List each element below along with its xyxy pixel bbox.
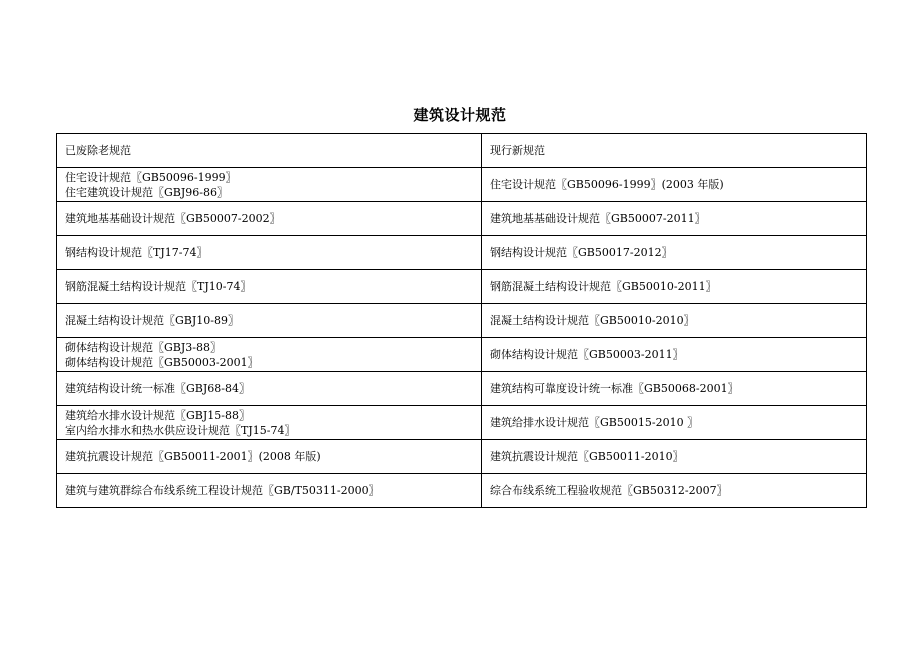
new-spec-cell <box>482 474 867 508</box>
new-spec-line: 综合布线系统工程验收规范〖GB50312-2007〗 <box>490 484 728 497</box>
table-row <box>57 304 867 338</box>
table-row <box>57 338 867 372</box>
table-row <box>57 270 867 304</box>
document-title: 建筑设计规范 <box>413 106 507 124</box>
old-spec-cell <box>57 474 482 508</box>
table-row <box>57 202 867 236</box>
new-spec-line: 钢结构设计规范〖GB50017-2012〗 <box>490 246 673 259</box>
old-spec-line: 建筑地基基础设计规范〖GB50007-2002〗 <box>65 212 281 225</box>
old-spec-line: 住宅设计规范〖GB50096-1999〗 <box>65 170 237 184</box>
old-spec-line: 钢筋混凝土结构设计规范〖TJ10-74〗 <box>65 280 252 293</box>
new-spec-cell <box>482 304 867 338</box>
old-spec-cell <box>57 168 482 202</box>
old-spec-cell <box>57 304 482 338</box>
old-spec-cell <box>57 270 482 304</box>
old-spec-cell <box>57 440 482 474</box>
new-spec-line: 建筑结构可靠度设计统一标准〖GB50068-2001〗 <box>490 382 739 395</box>
header-cell-old: 已废除老规范 <box>57 134 482 168</box>
new-spec-cell <box>482 440 867 474</box>
table-row <box>57 474 867 508</box>
new-spec-line: 住宅设计规范〖GB50096-1999〗(2003 年版) <box>490 178 724 191</box>
old-spec-cell <box>57 338 482 372</box>
new-spec-line: 砌体结构设计规范〖GB50003-2011〗 <box>490 348 684 361</box>
new-spec-line: 建筑抗震设计规范〖GB50011-2010〗 <box>490 450 684 463</box>
new-spec-cell <box>482 168 867 202</box>
old-spec-line: 室内给水排水和热水供应设计规范〖TJ15-74〗 <box>65 423 296 437</box>
table-row <box>57 236 867 270</box>
new-spec-cell <box>482 372 867 406</box>
old-spec-line: 建筑与建筑群综合布线系统工程设计规范〖GB/T50311-2000〗 <box>65 484 380 497</box>
new-spec-line: 建筑地基基础设计规范〖GB50007-2011〗 <box>490 212 706 225</box>
old-spec-line: 砌体结构设计规范〖GB50003-2001〗 <box>65 355 259 369</box>
table-row <box>57 372 867 406</box>
old-spec-cell <box>57 202 482 236</box>
header-cell-new: 现行新规范 <box>482 134 867 168</box>
table-row <box>57 168 867 202</box>
old-spec-cell <box>57 372 482 406</box>
old-spec-cell <box>57 236 482 270</box>
old-spec-line: 钢结构设计规范〖TJ17-74〗 <box>65 246 208 259</box>
table-header-row <box>57 134 867 168</box>
new-spec-cell <box>482 202 867 236</box>
old-spec-line: 建筑抗震设计规范〖GB50011-2001〗(2008 年版) <box>65 450 321 463</box>
new-spec-cell <box>482 236 867 270</box>
old-spec-cell <box>57 406 482 440</box>
old-spec-line: 建筑给水排水设计规范〖GBJ15-88〗 <box>65 408 250 422</box>
new-spec-cell <box>482 406 867 440</box>
new-spec-line: 建筑给排水设计规范〖GB50015-2010 〗 <box>490 416 699 429</box>
table-row <box>57 406 867 440</box>
spec-comparison-table <box>56 133 867 508</box>
new-spec-line: 混凝土结构设计规范〖GB50010-2010〗 <box>490 314 695 327</box>
old-spec-line: 砌体结构设计规范〖GBJ3-88〗 <box>65 340 221 354</box>
old-spec-line: 住宅建筑设计规范〖GBJ96-86〗 <box>65 185 228 199</box>
old-spec-line: 建筑结构设计统一标准〖GBJ68-84〗 <box>65 382 250 395</box>
new-spec-line: 钢筋混凝土结构设计规范〖GB50010-2011〗 <box>490 280 717 293</box>
table-row <box>57 440 867 474</box>
old-spec-line: 混凝土结构设计规范〖GBJ10-89〗 <box>65 314 239 327</box>
new-spec-cell <box>482 270 867 304</box>
new-spec-cell <box>482 338 867 372</box>
